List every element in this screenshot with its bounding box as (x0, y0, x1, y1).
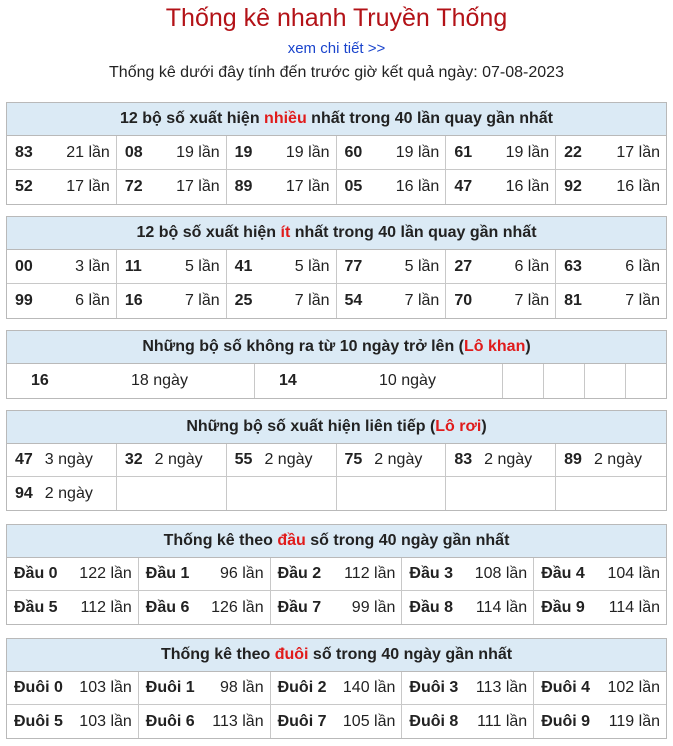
stat-value: 103 lần (79, 679, 132, 696)
empty-cell (585, 364, 626, 398)
digit-label: Đuôi 7 (277, 712, 327, 730)
lottery-number: 32 (124, 451, 143, 468)
stat-value: 2 ngày (44, 484, 93, 502)
stat-value: 2 ngày (154, 451, 203, 468)
stat-value: 102 lần (607, 679, 660, 696)
lottery-number: 75 (344, 451, 363, 468)
lottery-number: 08 (124, 143, 143, 161)
least-frequent-panel (6, 216, 667, 319)
stat-cell (446, 136, 556, 170)
stat-cell (227, 170, 337, 204)
stat-value: 19 lần (285, 143, 330, 161)
stat-value: 17 lần (176, 178, 220, 195)
stat-cell (117, 444, 227, 477)
stat-cell (446, 284, 556, 318)
empty-cell (227, 477, 337, 510)
stat-cell (227, 444, 337, 477)
stat-value: 16 lần (616, 178, 660, 195)
stat-cell (271, 558, 403, 591)
stat-cell (117, 170, 227, 204)
highlight-word: Lô khan (464, 338, 526, 355)
stat-cell (7, 284, 117, 318)
stat-cell (556, 284, 666, 318)
stat-cell (556, 444, 666, 477)
digit-label: Đầu 5 (14, 598, 58, 616)
stat-cell (117, 250, 227, 284)
dau-stats-heading: Thống kê theo đầu số trong 40 ngày gần nhất (7, 525, 666, 558)
stat-value: 119 lần (608, 712, 660, 730)
empty-cell (503, 364, 544, 398)
stat-value: 111 lần (477, 712, 528, 730)
lottery-number: 22 (564, 143, 582, 161)
stat-value: 3 lần (75, 257, 110, 275)
empty-cell (117, 477, 227, 510)
digit-label: Đầu 7 (277, 598, 322, 616)
lottery-number: 72 (124, 178, 143, 195)
stat-cell (7, 364, 255, 398)
lottery-number: 25 (234, 292, 253, 309)
stat-value: 5 lần (404, 257, 440, 275)
lottery-number: 60 (344, 143, 363, 161)
stat-cell (402, 705, 534, 738)
duoi-stats-panel (6, 638, 667, 739)
duoi-stats-heading: Thống kê theo đuôi số trong 40 ngày gần nhất (7, 639, 666, 672)
digit-label: Đầu 1 (145, 565, 190, 582)
highlight-word: đuôi (274, 646, 309, 663)
digit-label: Đầu 6 (145, 598, 190, 616)
stat-cell (337, 250, 447, 284)
lottery-number: 14 (279, 372, 297, 389)
stat-value: 19 lần (176, 143, 220, 161)
stat-cell (227, 136, 337, 170)
stat-value: 104 lần (607, 565, 660, 582)
see-details-link[interactable]: xem chi tiết >> (287, 40, 386, 57)
stat-value: 17 lần (66, 178, 110, 195)
digit-label: Đuôi 2 (277, 679, 327, 696)
lottery-number: 89 (234, 178, 253, 195)
stat-value: 122 lần (79, 565, 132, 582)
lottery-number: 16 (124, 292, 143, 309)
dau-stats-grid (7, 558, 666, 624)
stat-cell (271, 591, 403, 624)
stat-value: 7 lần (404, 292, 440, 309)
digit-label: Đầu 3 (409, 565, 453, 582)
stat-value: 16 lần (505, 178, 550, 195)
lo-roi-panel (6, 410, 667, 511)
stat-value: 140 lần (342, 679, 396, 696)
digit-label: Đầu 2 (277, 565, 322, 582)
stat-value: 126 lần (211, 598, 264, 616)
lo-khan-grid (7, 364, 666, 398)
stat-cell (7, 444, 117, 477)
stat-cell (556, 250, 666, 284)
empty-cell (626, 364, 666, 398)
stat-value: 2 ngày (484, 451, 533, 468)
stat-value: 21 lần (66, 143, 110, 161)
most-frequent-heading: 12 bộ số xuất hiện nhiều nhất trong 40 lần quay gần nhất (7, 103, 666, 136)
least-frequent-heading: 12 bộ số xuất hiện ít nhất trong 40 lần quay gần nhất (7, 217, 666, 250)
lottery-number: 11 (124, 257, 142, 275)
stat-cell (402, 591, 534, 624)
lottery-number: 83 (454, 451, 473, 468)
stat-cell (402, 558, 534, 591)
lottery-number: 27 (454, 257, 473, 275)
stat-value: 7 lần (514, 292, 550, 309)
date-note: Thống kê dưới đây tính đến trước giờ kết quả ngày: 07-08-2023 (109, 64, 564, 81)
stat-cell (227, 284, 337, 318)
duoi-stats-grid (7, 672, 666, 738)
stat-value: 10 ngày (379, 372, 436, 389)
empty-cell (337, 477, 447, 510)
stat-value: 6 lần (75, 292, 110, 309)
stat-cell (227, 250, 337, 284)
stat-value: 2 ngày (593, 451, 642, 468)
stat-cell (7, 250, 117, 284)
highlight-word: Lô rơi (435, 418, 482, 435)
lottery-number: 41 (234, 257, 253, 275)
lottery-number: 16 (31, 372, 49, 389)
digit-label: Đuôi 1 (145, 679, 195, 696)
digit-label: Đầu 0 (14, 565, 58, 582)
highlight-word: ít (280, 224, 291, 241)
stat-value: 114 lần (608, 598, 660, 616)
stat-value: 98 lần (220, 679, 264, 696)
digit-label: Đầu 8 (409, 598, 453, 616)
lottery-number: 99 (15, 292, 33, 309)
stat-value: 113 lần (212, 712, 264, 730)
digit-label: Đuôi 9 (541, 712, 591, 730)
lottery-number: 55 (234, 451, 253, 468)
stat-value: 2 ngày (374, 451, 423, 468)
lottery-number: 52 (15, 178, 33, 195)
stat-cell (271, 705, 403, 738)
digit-label: Đuôi 4 (541, 679, 591, 696)
stat-value: 112 lần (344, 565, 396, 582)
lottery-number: 61 (454, 143, 473, 161)
stat-cell (7, 170, 117, 204)
stat-value: 18 ngày (131, 372, 188, 389)
stat-cell (7, 705, 139, 738)
empty-cell (446, 477, 556, 510)
empty-cell (544, 364, 585, 398)
stat-value: 112 lần (80, 598, 132, 616)
digit-label: Đuôi 8 (409, 712, 459, 730)
stat-cell (117, 284, 227, 318)
stat-value: 5 lần (184, 257, 220, 275)
stat-value: 19 lần (395, 143, 440, 161)
stat-cell (556, 136, 666, 170)
stat-cell (337, 136, 447, 170)
stat-cell (337, 284, 447, 318)
dau-stats-panel (6, 524, 667, 625)
stat-value: 108 lần (474, 565, 528, 582)
lottery-number: 89 (564, 451, 582, 468)
highlight-word: nhiều (264, 110, 307, 127)
digit-label: Đầu 4 (541, 565, 585, 582)
stat-cell (117, 136, 227, 170)
lo-roi-heading: Những bộ số xuất hiện liên tiếp (Lô rơi) (7, 411, 666, 444)
lo-roi-grid (7, 444, 666, 510)
stat-cell (534, 558, 666, 591)
stat-value: 113 lần (475, 679, 528, 696)
digit-label: Đuôi 6 (145, 712, 195, 730)
lottery-number: 47 (454, 178, 473, 195)
lo-khan-panel (6, 330, 667, 399)
stat-cell (337, 170, 447, 204)
stat-cell (446, 170, 556, 204)
lottery-number: 92 (564, 178, 582, 195)
stat-value: 17 lần (616, 143, 660, 161)
stat-cell (7, 136, 117, 170)
stat-value: 16 lần (395, 178, 440, 195)
lottery-number: 77 (344, 257, 363, 275)
stat-value: 6 lần (514, 257, 550, 275)
lottery-number: 70 (454, 292, 473, 309)
stat-cell (446, 250, 556, 284)
least-frequent-grid (7, 250, 666, 318)
stat-cell (7, 591, 139, 624)
lottery-number: 19 (234, 143, 253, 161)
stat-value: 7 lần (294, 292, 330, 309)
stat-value: 96 lần (220, 565, 264, 582)
stat-value: 5 lần (294, 257, 330, 275)
stat-value: 103 lần (79, 712, 132, 730)
lottery-number: 94 (15, 484, 33, 502)
stat-cell (534, 672, 666, 705)
page-title: Thống kê nhanh Truyền Thống (165, 4, 508, 32)
stat-value: 17 lần (285, 178, 330, 195)
empty-cell (556, 477, 666, 510)
stat-value: 7 lần (184, 292, 220, 309)
stat-value: 3 ngày (44, 451, 93, 468)
lottery-number: 83 (15, 143, 33, 161)
lottery-number: 00 (15, 257, 33, 275)
stat-cell (402, 672, 534, 705)
digit-label: Đuôi 3 (409, 679, 459, 696)
stat-cell (271, 672, 403, 705)
lottery-number: 05 (344, 178, 363, 195)
lottery-number: 81 (564, 292, 582, 309)
lottery-number: 54 (344, 292, 363, 309)
stat-cell (255, 364, 503, 398)
digit-label: Đuôi 5 (14, 712, 63, 730)
stat-cell (139, 591, 271, 624)
stat-cell (337, 444, 447, 477)
digit-label: Đuôi 0 (14, 679, 63, 696)
stat-cell (7, 558, 139, 591)
stat-value: 19 lần (505, 143, 550, 161)
lottery-number: 47 (15, 451, 33, 468)
lo-khan-heading: Những bộ số không ra từ 10 ngày trở lên (Lô khan) (7, 331, 666, 364)
stat-value: 7 lần (625, 292, 660, 309)
stat-value: 2 ngày (264, 451, 313, 468)
stat-cell (139, 705, 271, 738)
most-frequent-panel (6, 102, 667, 205)
stat-value: 6 lần (625, 257, 660, 275)
stat-cell (534, 705, 666, 738)
stat-cell (7, 477, 117, 510)
lottery-number: 63 (564, 257, 582, 275)
stat-value: 99 lần (351, 598, 396, 616)
stat-cell (446, 444, 556, 477)
most-frequent-grid (7, 136, 666, 204)
stat-value: 114 lần (475, 598, 528, 616)
stat-cell (7, 672, 139, 705)
highlight-word: đầu (277, 532, 306, 549)
stat-cell (534, 591, 666, 624)
stat-cell (139, 558, 271, 591)
stat-cell (139, 672, 271, 705)
stat-cell (556, 170, 666, 204)
digit-label: Đầu 9 (541, 598, 585, 616)
stat-value: 105 lần (342, 712, 396, 730)
